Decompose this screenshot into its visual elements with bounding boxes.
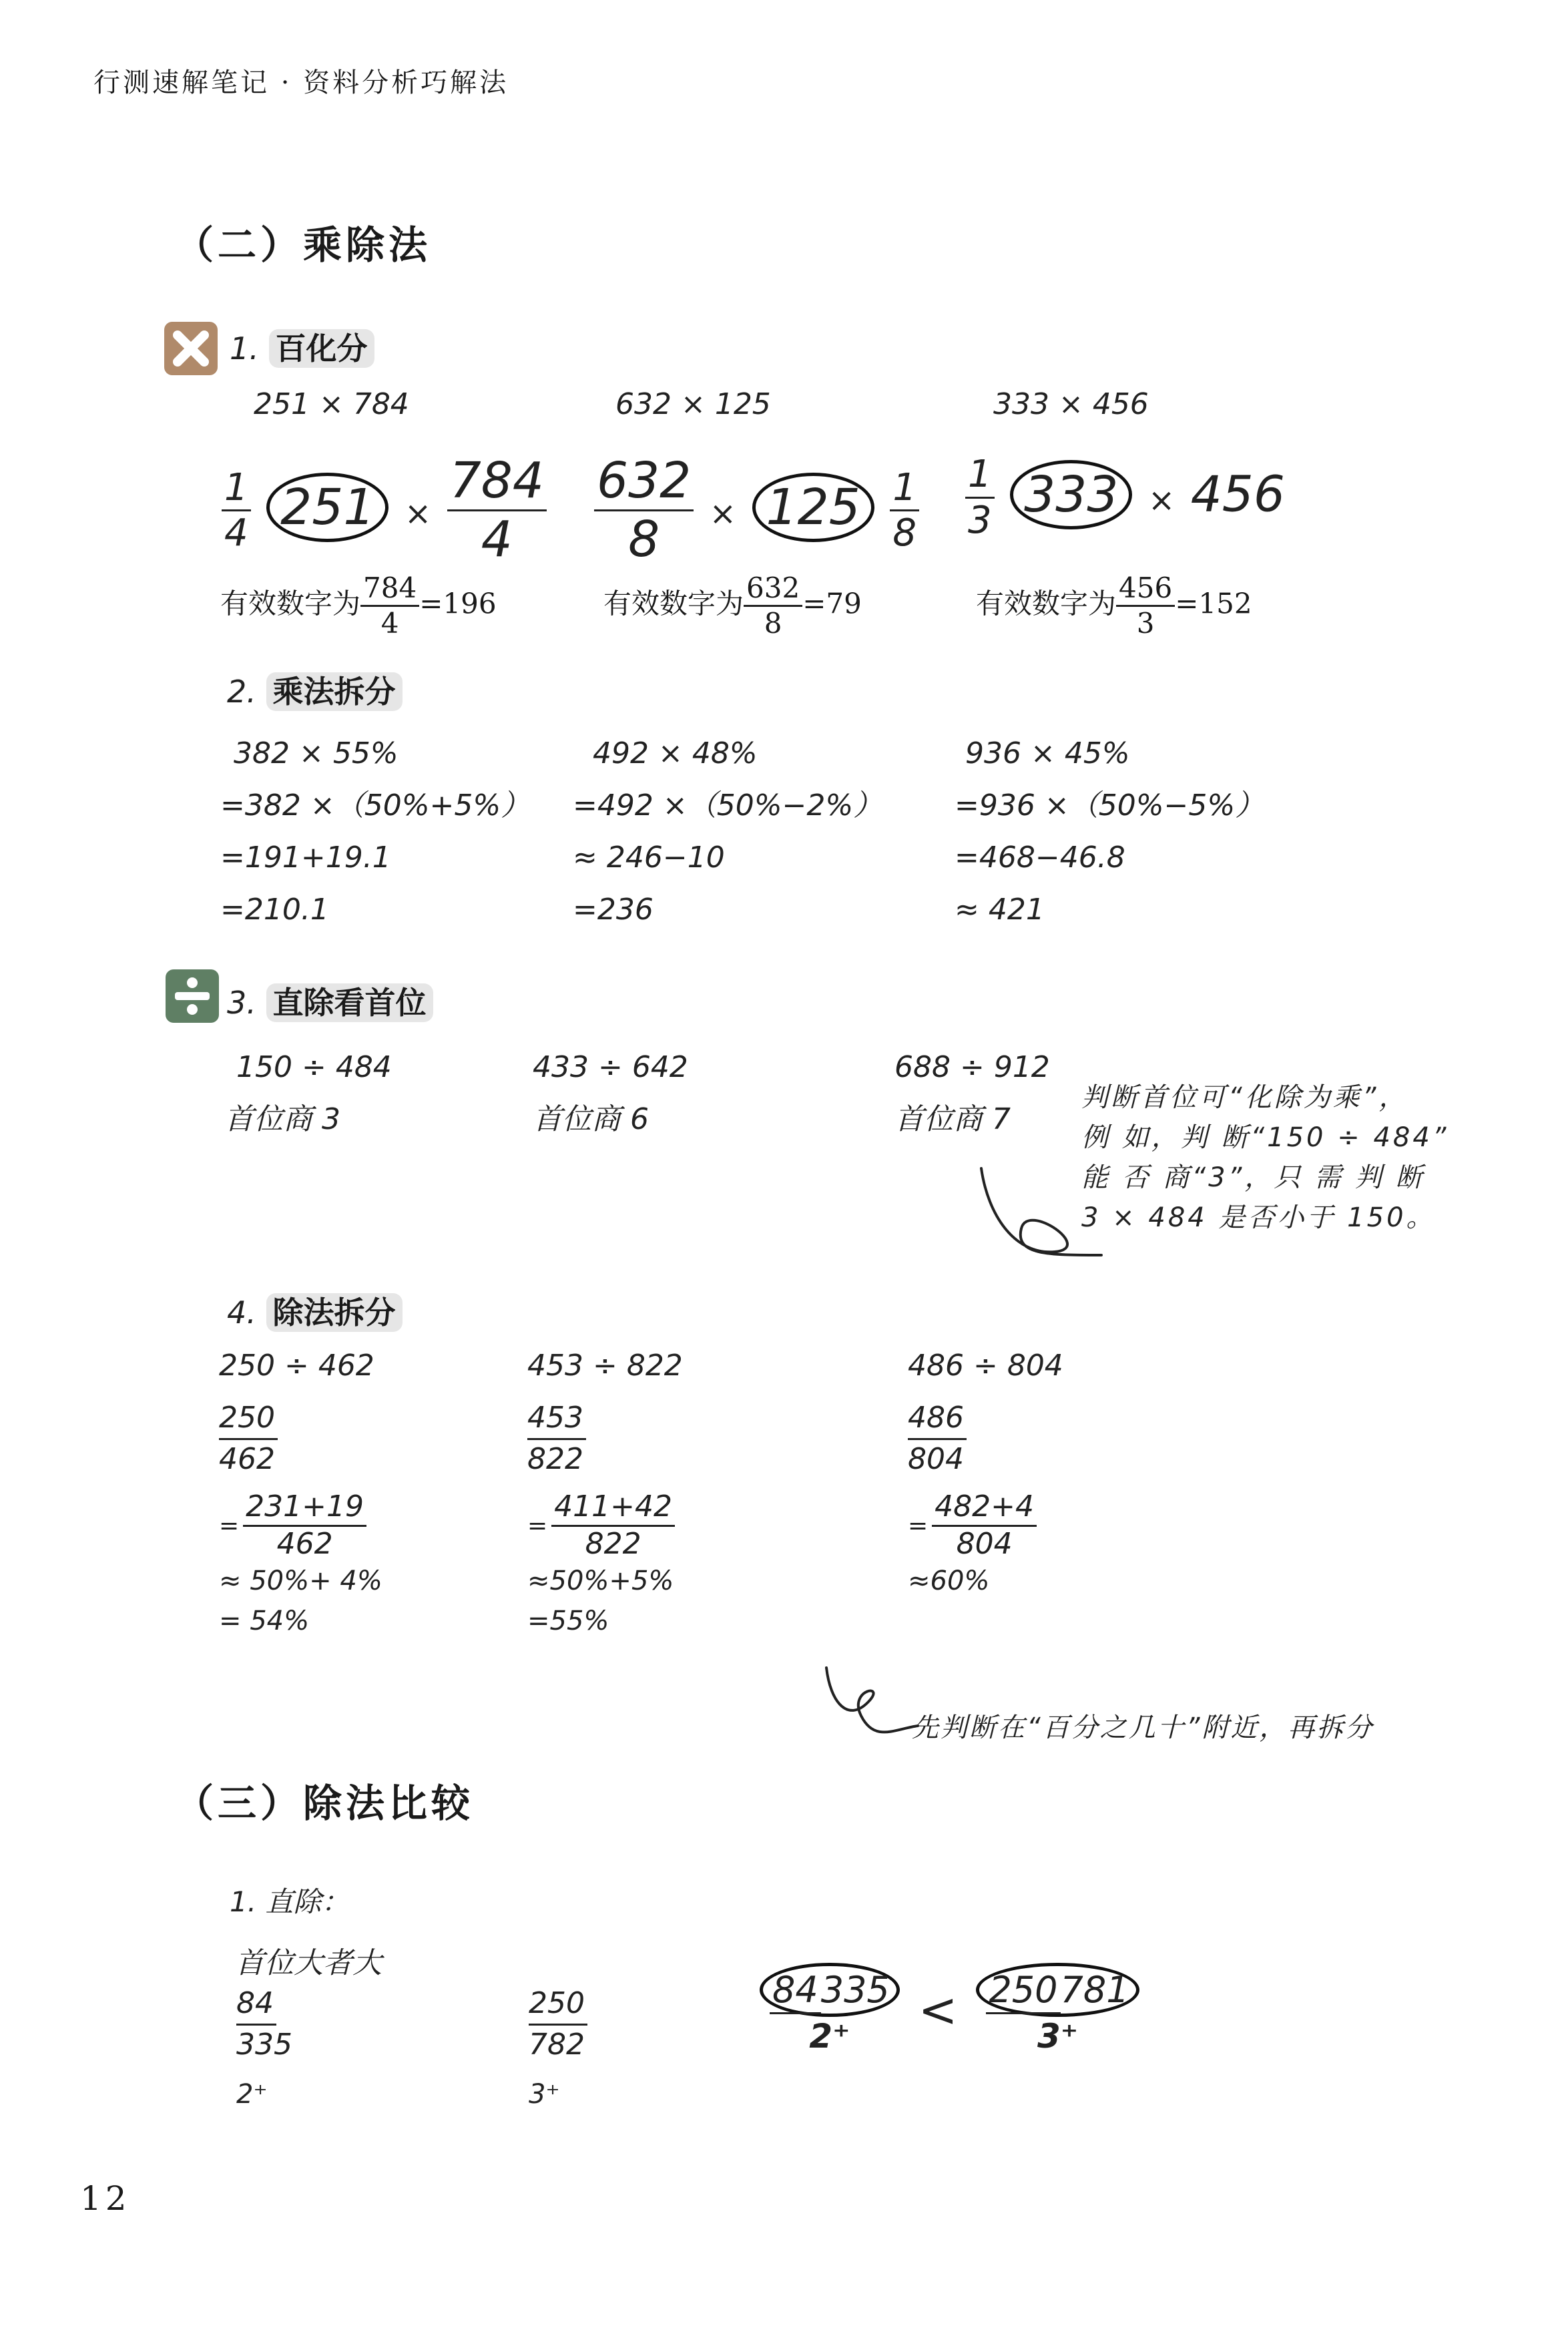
subsection-title: 百化分: [269, 329, 374, 368]
mult-split-col-1: 382 × 55% =382 ×（50%+5%） =191+19.1 =210.1: [220, 736, 531, 927]
rule-larger-first-digit: 首位大者大: [235, 1946, 382, 1980]
ring-fraction-84-335: 84335: [760, 1963, 900, 2017]
subsection-number: 1.: [230, 330, 259, 367]
subsection-title: 乘法拆分: [266, 672, 403, 711]
expr-251x784: 251 × 784: [254, 387, 409, 421]
effective-digits-1: 有效数字为 $\frac{784}{4}$ =196: [220, 571, 497, 640]
work-333x456: $\frac{1}{3}$ 333 × 456: [965, 454, 1285, 541]
subsection-4-heading: [227, 1289, 403, 1333]
work-251x784: $\frac{1}{4}$ 251 × $\frac{784}{4}$: [222, 454, 547, 567]
division-split-note: 先判断在“百分之几十”附近，再拆分: [912, 1712, 1374, 1743]
first-digit-col-1: 150 ÷ 484 首位商 3: [224, 1050, 392, 1136]
section-title-multiply-divide: （二）乘除法: [175, 222, 432, 268]
subsection-2-heading: [227, 668, 403, 712]
first-digit-note: 判断首位可“化除为乘”， 例 如，判 断“150 ÷ 484” 能 否 商“3”，只 需 判 断 3 × 484 是否小于 150。: [1081, 1082, 1449, 1233]
work-632x125: $\frac{632}{8}$ × 125 $\frac{1}{8}$: [594, 454, 919, 567]
split-fraction-2: $\frac{411+42}{822}$: [551, 1491, 675, 1560]
subsection-title: 直除看首位: [266, 983, 433, 1022]
div-split-col-1: 250 ÷ 462 $\frac{250}{462}$ = $\frac{231+19}{462}$ ≈ 50%+ 4% = 54%: [219, 1349, 382, 1636]
ring-fraction-250-781: 250781: [976, 1963, 1139, 2017]
compare-fractions: 84335 2⁺ < 250781 3⁺: [760, 1963, 1139, 2056]
fraction-1-3: $\frac{1}{3}$: [965, 454, 995, 541]
ring-251: 251: [266, 473, 388, 542]
fraction-632-8: $\frac{632}{8}$: [594, 454, 694, 567]
fraction-1-4: $\frac{1}{4}$: [222, 467, 251, 554]
fraction-453-822: $\frac{453}{822}$: [527, 1401, 586, 1476]
multiply-icon: [164, 322, 218, 375]
subsection-title: 除法拆分: [266, 1293, 403, 1332]
subsection-direct-division: 1. 直除：: [230, 1885, 350, 1918]
subsection-number: 2.: [227, 674, 256, 710]
fraction-1-8: $\frac{1}{8}$: [890, 467, 919, 554]
running-header: 行测速解笔记 · 资料分析巧解法: [93, 67, 509, 98]
ring-125: 125: [752, 473, 874, 542]
mult-split-col-2: 492 × 48% =492 ×（50%−2%） ≈ 246−10 =236: [573, 736, 883, 927]
split-fraction-1: $\frac{231+19}{462}$: [243, 1491, 366, 1560]
subsection-3-heading: [227, 979, 433, 1023]
effective-digits-2: 有效数字为 $\frac{632}{8}$ =79: [603, 571, 862, 640]
split-fraction-3: $\frac{482+4}{804}$: [932, 1491, 1037, 1560]
effective-digits-3: 有效数字为 $\frac{456}{3}$ =152: [976, 571, 1252, 640]
expr-333x456: 333 × 456: [993, 387, 1149, 421]
fraction-486-804: $\frac{486}{804}$: [908, 1401, 967, 1476]
subsection-number: 4.: [227, 1295, 256, 1331]
divide-icon: [166, 969, 219, 1023]
fraction-784-4: $\frac{784}{4}$: [447, 454, 547, 567]
page-number: 12: [80, 2179, 131, 2218]
ring-333: 333: [1010, 460, 1132, 529]
subsection-1-heading: [230, 324, 374, 369]
div-split-col-3: 486 ÷ 804 $\frac{486}{804}$ = $\frac{482+4}{804}$ ≈60%: [908, 1349, 1063, 1596]
first-digit-col-2: 433 ÷ 642 首位商 6: [533, 1050, 688, 1136]
subsection-number: 3.: [227, 985, 256, 1021]
mult-split-col-3: 936 × 45% =936 ×（50%−5%） =468−46.8 ≈ 421: [955, 736, 1265, 927]
first-digit-col-3: 688 ÷ 912 首位商 7: [894, 1050, 1050, 1136]
expr-632x125: 632 × 125: [615, 387, 771, 421]
fraction-250-462: $\frac{250}{462}$: [219, 1401, 278, 1476]
note-curl-icon: [821, 1662, 921, 1736]
fraction-250-782: $\frac{250}{782}$ 3⁺: [529, 1987, 587, 2110]
fraction-84-335: $\frac{84}{335}$ 2⁺: [236, 1986, 292, 2110]
section-title-division-compare: （三）除法比较: [175, 1781, 475, 1826]
div-split-col-2: 453 ÷ 822 $\frac{453}{822}$ = $\frac{411+42}{822}$ ≈50%+5% =55%: [527, 1349, 683, 1636]
